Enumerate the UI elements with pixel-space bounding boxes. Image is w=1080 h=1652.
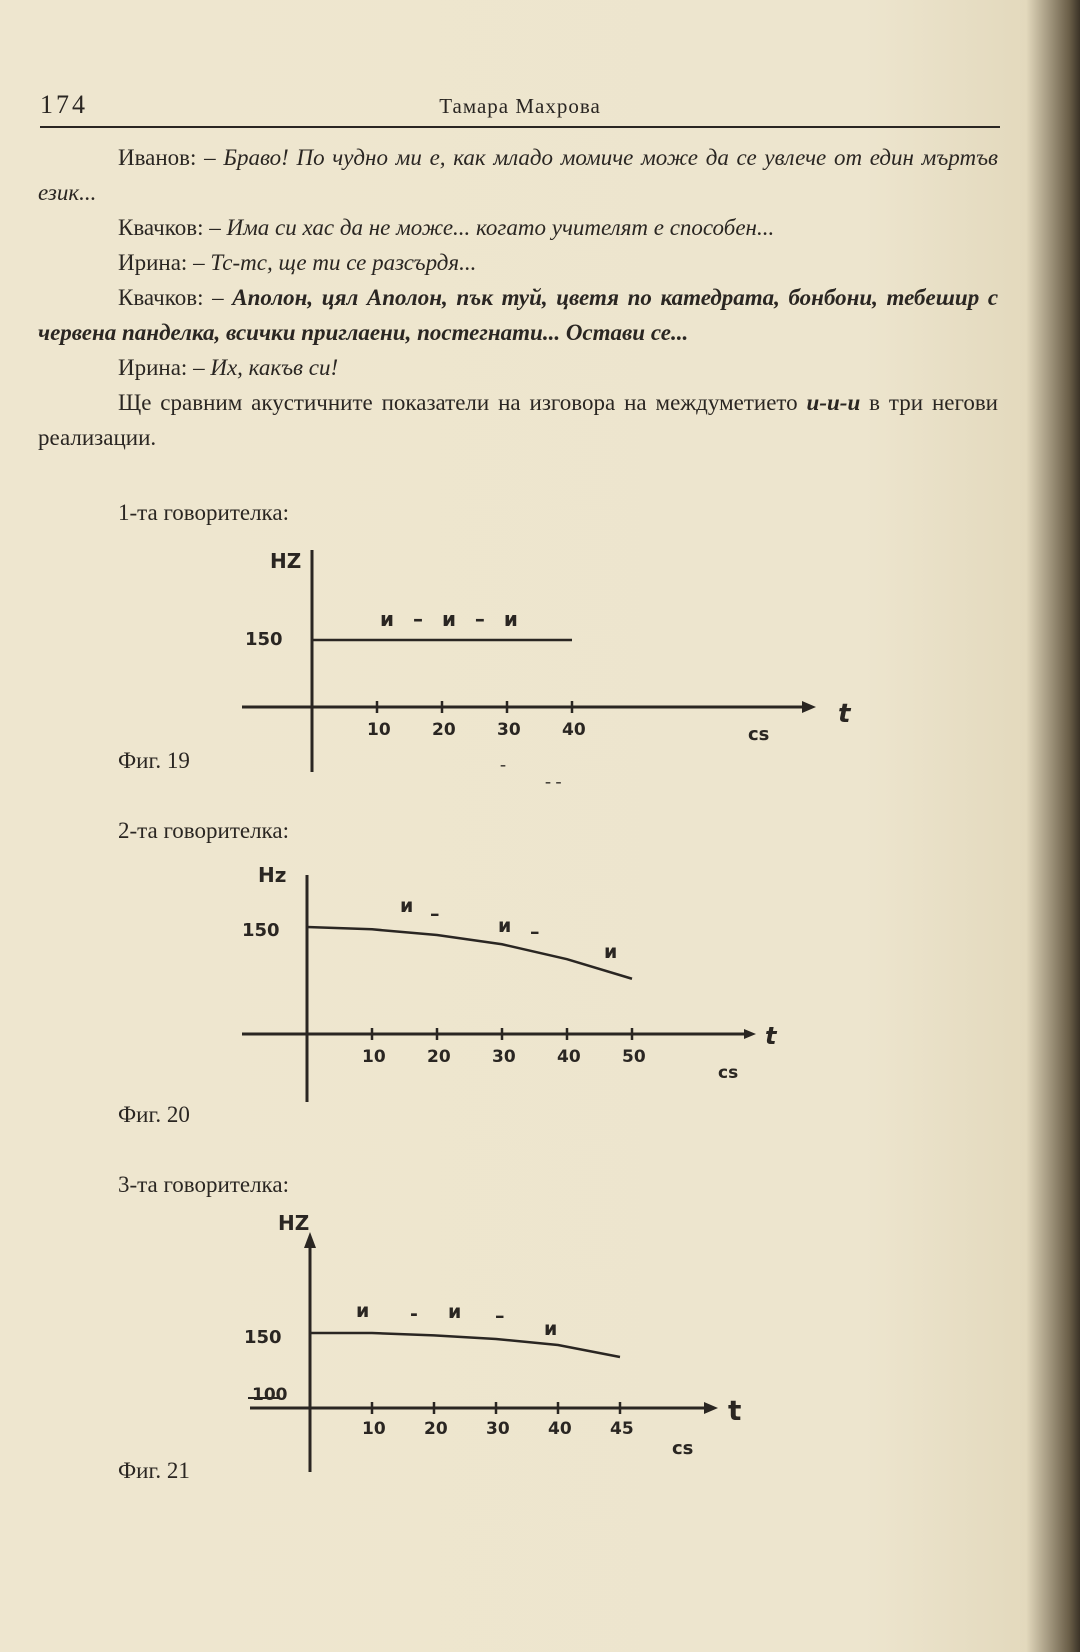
annotation-glyph: – (495, 1305, 505, 1327)
speech: Има си хас да не може... когато учителят е способен... (226, 215, 775, 240)
speech: Их, какъв си! (210, 355, 339, 380)
stray-mark: - - (545, 771, 562, 791)
figure-caption-19: Фиг. 19 (118, 748, 190, 773)
annotation-glyph: и (604, 941, 618, 963)
figure-20-chart (242, 863, 778, 1102)
x-tick-label: 10 (362, 1419, 386, 1439)
x-tick-label: 40 (548, 1419, 572, 1439)
annotation-glyph: и (356, 1300, 370, 1322)
x-tick-label: 40 (557, 1047, 581, 1067)
pitch-curve (307, 927, 632, 979)
speaker-label-1: 1-та говорителка: (118, 500, 289, 525)
y-tick-label: 150 (245, 629, 283, 650)
y-tick-label-100: 100 (252, 1385, 288, 1405)
speaker: Ирина: (118, 250, 188, 275)
annotation-glyph: и (544, 1318, 558, 1340)
x-axis-arrow (802, 701, 816, 713)
x-tick-label: 40 (562, 720, 586, 740)
dash: – (209, 215, 221, 240)
x-tick-label: 10 (362, 1047, 386, 1067)
speaker: Иванов: (118, 145, 197, 170)
y-tick-label: 150 (242, 920, 280, 941)
figure-caption-20: Фиг. 20 (118, 1102, 190, 1127)
x-unit-label: cs (718, 1063, 739, 1083)
annotation-glyph: - (410, 1303, 418, 1325)
x-tick-label: 30 (486, 1419, 510, 1439)
x-tick-label: 30 (492, 1047, 516, 1067)
stray-mark: - (500, 754, 506, 774)
x-axis-label: t (838, 699, 851, 729)
x-tick-label: 20 (432, 720, 456, 740)
dash: – (193, 250, 205, 275)
x-tick-label: 50 (622, 1047, 646, 1067)
y-tick-label-150: 150 (244, 1327, 282, 1348)
y-axis-label: HZ (270, 549, 302, 573)
annotation-glyph: и (498, 915, 512, 937)
speaker: Ирина: (118, 355, 188, 380)
x-axis-arrow (744, 1029, 756, 1039)
annotation-glyph: и (400, 895, 414, 917)
annotation-glyph: – (430, 903, 440, 925)
x-axis-label: t (765, 1022, 777, 1050)
annotation: и – и – и (380, 607, 524, 631)
interjection: и-и-и (806, 390, 861, 415)
x-tick-label: 45 (610, 1419, 634, 1439)
x-unit-label: cs (748, 724, 770, 745)
intro-before: Ще сравним акустичните показатели на изговора на междуметието (118, 390, 807, 415)
annotation-glyph: и (448, 1301, 462, 1323)
speech: Тс-тс, ще ти се разсърдя... (210, 250, 477, 275)
speaker: Квачков: (118, 285, 204, 310)
x-tick-label: 20 (427, 1047, 451, 1067)
figure-19-chart (242, 549, 852, 791)
x-unit-label: cs (672, 1438, 694, 1459)
x-axis-label: t (728, 1394, 742, 1427)
running-head: Тамара Махрова (439, 94, 601, 118)
page-number: 174 (40, 90, 88, 119)
speaker-label-2: 2-та говорителка: (118, 818, 289, 843)
figure-21-chart (244, 1211, 741, 1472)
dash: – (212, 285, 224, 310)
speech: Аполон, цял Аполон, пък туй, цветя по катедрата, бонбони, тебешир с червена панделка, всички приглаени, постегнати... Остави се... (38, 285, 999, 345)
speech: Браво! По чудно ми е, как младо момиче може да се увлече от един мъртъв език... (38, 145, 999, 205)
figure-caption-21: Фиг. 21 (118, 1458, 190, 1483)
x-tick-label: 20 (424, 1419, 448, 1439)
dash: – (193, 355, 205, 380)
speaker-label-3: 3-та говорителка: (118, 1172, 289, 1197)
y-axis-label: HZ (278, 1211, 310, 1235)
dash: – (204, 145, 216, 170)
x-tick-label: 30 (497, 720, 521, 740)
x-tick-label: 10 (367, 720, 391, 740)
x-axis-arrow (704, 1402, 718, 1414)
speaker: Квачков: (118, 215, 204, 240)
intro-after: в три негови реализации. (38, 390, 998, 450)
y-axis-label: Hz (258, 863, 287, 887)
pitch-curve (310, 1333, 620, 1357)
annotation-glyph: – (530, 921, 540, 943)
